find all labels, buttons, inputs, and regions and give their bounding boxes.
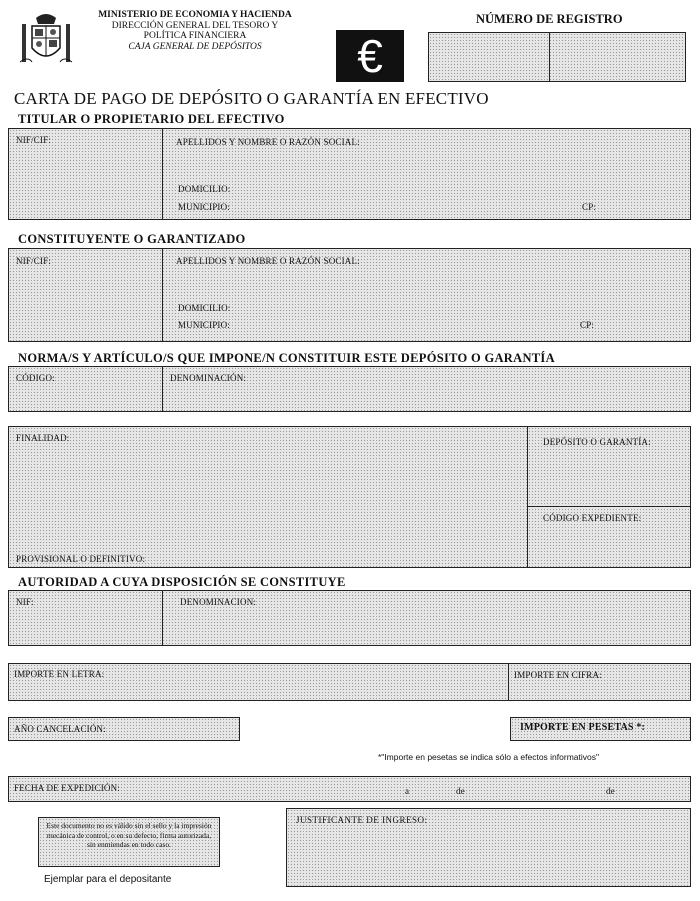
constituyente-domicilio-field[interactable]: DOMICILIO: (178, 303, 231, 313)
fecha-a-label: a (405, 786, 410, 796)
titular-cp-field[interactable]: CP: (582, 202, 597, 212)
registro-label: NÚMERO DE REGISTRO (476, 12, 623, 26)
finalidad-field[interactable]: FINALIDAD: (16, 433, 70, 443)
coat-of-arms-logo (18, 10, 74, 68)
euro-icon: € (357, 30, 383, 82)
ministry-header (80, 10, 310, 52)
registro-field[interactable] (428, 32, 686, 82)
importe-letra-field[interactable]: IMPORTE EN LETRA: (14, 669, 105, 679)
constituyente-cp-field[interactable]: CP: (580, 320, 595, 330)
autoridad-heading: AUTORIDAD A CUYA DISPOSICIÓN SE CONSTITUYE (18, 575, 346, 589)
autoridad-box (8, 590, 691, 646)
fecha-expedicion-label: FECHA DE EXPEDICIÓN: (14, 783, 121, 793)
fecha-de-label-1: de (456, 786, 465, 796)
norma-denominacion-field[interactable]: DENOMINACIÓN: (170, 373, 247, 383)
titular-nif-field[interactable]: NIF/CIF: (16, 135, 52, 145)
titular-heading: TITULAR O PROPIETARIO DEL EFECTIVO (18, 112, 285, 126)
provisional-field[interactable]: PROVISIONAL O DEFINITIVO: (16, 554, 146, 564)
constituyente-nombre-field[interactable]: APELLIDOS Y NOMBRE O RAZÓN SOCIAL: (176, 256, 360, 266)
justificante-label: JUSTIFICANTE DE INGRESO: (296, 815, 428, 825)
norma-codigo-field[interactable]: CÓDIGO: (16, 373, 55, 383)
euro-logo (336, 30, 404, 82)
importe-cifra-field[interactable]: IMPORTE EN CIFRA: (514, 670, 602, 680)
ministry-line-1: MINISTERIO DE ECONOMIA Y HACIENDA (98, 10, 292, 20)
norma-heading: NORMA/S Y ARTÍCULO/S QUE IMPONE/N CONSTITUIR ESTE DEPÓSITO O GARANTÍA (18, 351, 555, 365)
codigo-expediente-field[interactable]: CÓDIGO EXPEDIENTE: (543, 513, 642, 523)
anio-cancelacion-label: AÑO CANCELACIÓN: (14, 724, 106, 734)
fecha-de-label-2: de (606, 786, 615, 796)
page-title: CARTA DE PAGO DE DEPÓSITO O GARANTÍA EN EFECTIVO (14, 89, 489, 108)
pesetas-note: *"Importe en pesetas se indica sólo a efectos informativos" (378, 752, 600, 762)
importe-box (8, 663, 691, 701)
titular-nombre-field[interactable]: APELLIDOS Y NOMBRE O RAZÓN SOCIAL: (176, 137, 360, 147)
deposito-garantia-field[interactable]: DEPÓSITO O GARANTÍA: (543, 437, 651, 447)
constituyente-heading: CONSTITUYENTE O GARANTIZADO (18, 232, 246, 246)
autoridad-nif-field[interactable]: NIF: (16, 597, 34, 607)
titular-municipio-field[interactable]: MUNICIPIO: (178, 202, 231, 212)
titular-domicilio-field[interactable]: DOMICILIO: (178, 184, 231, 194)
norma-box (8, 366, 691, 412)
validez-notice (38, 817, 220, 867)
constituyente-municipio-field[interactable]: MUNICIPIO: (178, 320, 231, 330)
importe-pesetas-label: IMPORTE EN PESETAS *: (520, 722, 646, 733)
finalidad-box (8, 426, 691, 568)
autoridad-denominacion-field[interactable]: DENOMINACION: (180, 597, 257, 607)
ministry-line-4: CAJA GENERAL DE DEPÓSITOS (128, 41, 262, 52)
ministry-line-3: POLÍTICA FINANCIERA (143, 31, 247, 41)
constituyente-nif-field[interactable]: NIF/CIF: (16, 256, 52, 266)
ministry-line-2: DIRECCIÓN GENERAL DEL TESORO Y (111, 20, 279, 31)
validez-text: Este documento no es válido sin el sello y la impresión mecánica de control, o en su defecto, firma autorizada, sin enmiendas en todo caso. (46, 821, 212, 849)
ejemplar-label: Ejemplar para el depositante (44, 874, 172, 885)
